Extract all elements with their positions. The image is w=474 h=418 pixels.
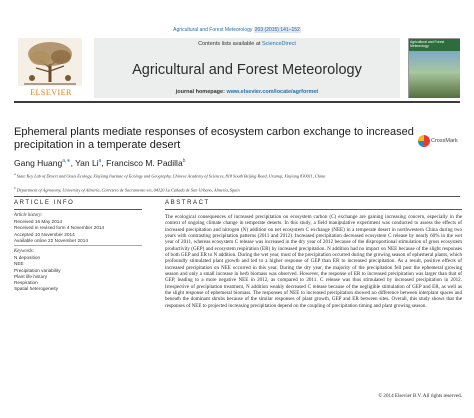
article-info-heading: ARTICLE INFO	[14, 200, 75, 206]
keyword: Plant life history	[14, 273, 48, 279]
affiliation-divider	[14, 196, 460, 197]
cover-title: Agricultural and Forest Meteorology	[410, 40, 445, 48]
history-label: Article history:	[14, 213, 43, 218]
keywords-divider	[14, 245, 142, 246]
history-item: Accepted 10 November 2014	[14, 231, 75, 237]
keywords-label: Keywords:	[14, 249, 35, 254]
author-marks[interactable]: a,∗	[62, 158, 71, 165]
journal-homepage-line	[94, 89, 400, 95]
keyword: Respiration	[14, 280, 38, 286]
author-name[interactable]: Yan Li	[75, 158, 99, 168]
keyword: NEE	[14, 261, 24, 267]
cover-image	[409, 51, 460, 98]
contents-prefix: Contents lists available at	[198, 41, 261, 47]
sciencedirect-link[interactable]: ScienceDirect	[261, 41, 296, 47]
author-marks[interactable]: b	[182, 158, 186, 165]
crossmark-label: CrossMark	[431, 138, 458, 144]
article-info-rule	[14, 209, 142, 210]
homepage-link[interactable]: www.elsevier.com/locate/agrformet	[226, 89, 319, 95]
article-title: Ephemeral plants mediate responses of ecosystem carbon exchange to increased precipitation in a temperate desert	[14, 126, 414, 151]
keywords-block	[14, 249, 140, 292]
citation-volume[interactable]: 203 (2015) 141–152	[254, 27, 300, 33]
citation-line	[0, 27, 474, 33]
header-divider	[14, 101, 460, 103]
article-history	[14, 213, 140, 244]
journal-cover-thumbnail[interactable]	[408, 38, 460, 98]
homepage-label: journal homepage:	[175, 89, 225, 95]
author-marks[interactable]: a	[98, 158, 102, 165]
author-list: Gang Huang$^{a,∗}$, Yan Li$^a$, Francisco M. Padilla$^b$	[14, 158, 186, 168]
crossmark-badge[interactable]	[418, 133, 462, 153]
keyword: N deposition	[14, 255, 41, 261]
journal-banner	[94, 38, 400, 98]
journal-title: Agricultural and Forest Meteorology	[132, 62, 362, 78]
copyright-notice: © 2014 Elsevier B.V. All rights reserved.	[378, 393, 462, 399]
history-item: Received 16 May 2014	[14, 219, 62, 225]
journal-header	[14, 38, 460, 98]
affiliation-b: $^b$ Department of Agronomy, University of Almería, Carretera de Sacramento s/n, 04120 La Cañada de San Urbano, Almería, Spain	[14, 186, 240, 193]
author-name[interactable]: Gang Huang	[14, 158, 63, 168]
keyword: Precipitation variability	[14, 267, 61, 273]
elsevier-wordmark: ELSEVIER	[30, 88, 72, 97]
abstract-text: The ecological consequences of increased precipitation on ecosystem carbon (C) exchange are gaining increasing concern, especially in the context of ongoing climate change in temperate deserts. In this study, a field manipulative experiment was conducted to assess the effects of increased precipitation and nitrogen (N) addition on net ecosystem C exchange (NEE) in a temperate desert in northwestern China during two years with contrasting precipitation patterns (2011 and 2012). Increased precipitation decreased ecosystem C release by nearly 60% in the wet year of 2011, whereas ecosystem C release was increased in the dry year of 2012 because of the disproportional stimulation of gross ecosystem productivity (GEP) and ecosystem respiration (ER) by increased precipitation. N addition had no impact on NEE because of the slight responses of both GEP and ER to N addition. During the wet year, most of the precipitation occurred during the growing season of ephemeral plants, which profoundly stimulated plant growth and led to a higher response of GEP than ER to increased precipitation. As a result, positive effects of increased precipitation on NEE occurred in this year. During the dry year, the majority of the precipitation fell post the ephemeral growing season and only a small increase in herb biomass was observed. However, the response of ER to increased precipitation was larger than that of GEP, leading to a more negative NEE in 2012, as compared to 2011. C release was thus stimulated by increased precipitation in 2012. Irrespective of precipitation treatment, N addition weakly decreased C release because of the negligible stimulation of GEP and ER, as well as the slight response of ephemeral biomass. The responses of NEE to increased precipitation showed no difference between interplant spaces and beneath the dominant shrubs because of the similar responses of plant growth, GEP and ER between sites. Overall, this study shows that the responses of NEE to projected increasing precipitation depend on the coupling of precipitation timing and plant growing season.	[165, 214, 462, 309]
keyword: Spatial heterogeneity	[14, 286, 59, 292]
elsevier-tree-icon	[18, 38, 82, 86]
elsevier-logo[interactable]	[14, 38, 86, 98]
abstract-rule	[165, 209, 462, 210]
cover-banner	[409, 39, 460, 51]
history-item: Available online 22 November 2014	[14, 237, 88, 243]
history-item: Received in revised form 4 November 2014	[14, 225, 105, 231]
affiliation-a: $^a$ State Key Lab of Desert and Oasis Ecology, Xinjiang Institute of Ecology and Geography, Chinese Academy of Sciences, 818 South Beijing Road, Urumqi, Xinjiang 830011, China	[14, 172, 326, 179]
contents-list-line	[94, 41, 400, 47]
crossmark-icon	[418, 135, 430, 147]
citation-journal[interactable]: Agricultural and Forest Meteorology	[173, 27, 253, 33]
author-name[interactable]: Francisco M. Padilla	[106, 158, 183, 168]
abstract-heading: ABSTRACT	[165, 200, 210, 206]
